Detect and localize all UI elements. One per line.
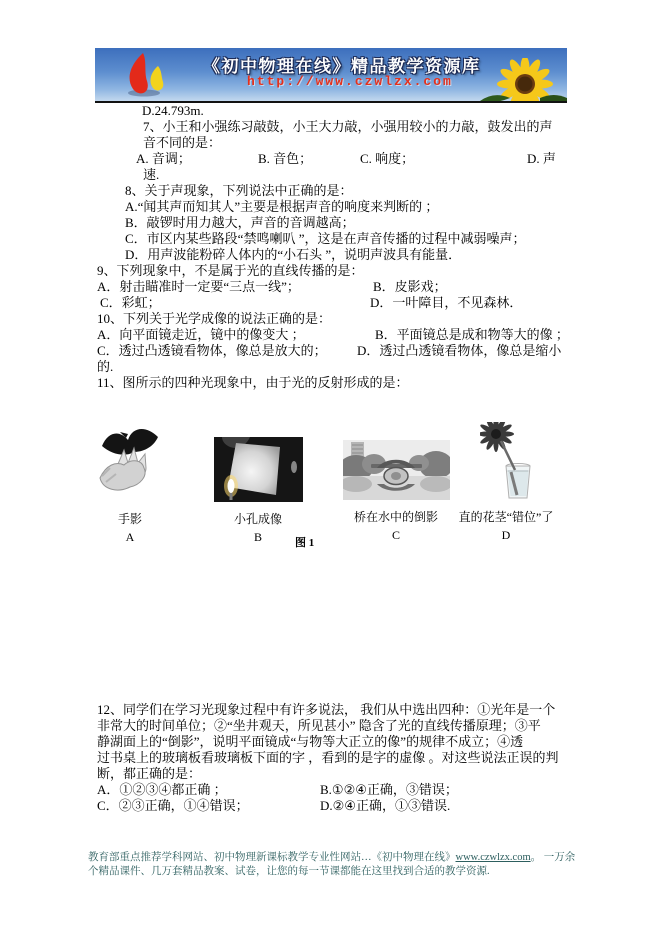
footer-text-pre: 教育部重点推荐学科网站、初中物理新课标教学专业性网站…《初中物理在线》 — [88, 852, 456, 863]
q9-options-row2 — [97, 295, 569, 311]
q9-options-row1 — [97, 279, 569, 295]
q10-option-d-wrap: 的. — [97, 359, 114, 374]
q12-options-row2 — [97, 798, 569, 814]
figure-b-caption: 小孔成像 — [233, 512, 282, 526]
footer-website-link[interactable]: www.czwlzx.com — [455, 852, 531, 863]
q12-option-d: D.②④正确，①③错误. — [320, 798, 451, 813]
banner-title: 《初中物理在线》精品教学资源库 — [203, 57, 481, 76]
q10-option-b: B．平面镜总是成和物等大的像 ； — [375, 327, 569, 342]
figure-group-label: 图 1 — [295, 537, 315, 549]
q10-option-c: C．透过凸透镜看物体，像总是放大的； — [97, 343, 327, 358]
q7-option-d-wrap: 速. — [143, 167, 160, 182]
q12-option-c: C．②③正确，①④错误； — [97, 798, 249, 813]
q12-options-row1 — [97, 782, 569, 798]
q10-option-a: A．向平面镜走近，镜中的像变大 ； — [97, 327, 305, 342]
q8-stem: 8、关于声现象，下列说法中正确的是： — [125, 183, 353, 198]
figure-b-letter: B — [253, 530, 262, 544]
q10-option-d: D．透过凸透镜看物体，像总是缩小 — [357, 343, 562, 358]
q12-option-a: A．①②③④都正确 ； — [97, 782, 227, 797]
q10-options-row2 — [97, 343, 569, 359]
q7-options-row — [97, 151, 569, 167]
q12-option-b: B.①②④正确，③错误； — [320, 782, 458, 797]
q9-option-d: D．一叶障目，不见森林． — [370, 295, 523, 310]
figure-d — [450, 422, 562, 543]
q12-line2: 非常大的时间单位；②“坐井观天，所见甚小” 隐含了光的直线传播原理；③平 — [97, 718, 541, 733]
q9-option-c: C．彩虹； — [100, 295, 161, 310]
figure-a — [90, 418, 170, 545]
banner-url: http://www.czwlzx.com — [247, 74, 453, 89]
figure-c — [340, 440, 452, 543]
q8-option-c: C．市区内某些路段“禁鸣喇叭 ”，这是在声音传播的过程中减弱噪声； — [125, 231, 526, 246]
q7-option-a: A. 音调； — [136, 151, 191, 166]
figure-d-caption: 直的花茎“错位”了 — [458, 510, 554, 524]
figure-c-caption: 桥在水中的倒影 — [353, 510, 438, 524]
q7-stem-line1: 7、小王和小强练习敲鼓，小王大力敲，小强用较小的力敲，鼓发出的声 — [143, 119, 553, 134]
figure-c-letter: C — [391, 528, 400, 542]
pinhole-imaging-image — [214, 437, 303, 502]
q8-option-b: B．敲锣时用力越大，声音的音调越高； — [125, 215, 355, 230]
flame-logo-icon — [113, 51, 175, 99]
footer-text-post: 。 一万余 — [530, 852, 576, 863]
figure-d-letter: D — [501, 528, 511, 542]
q7-stem-line2: 音不同的是： — [143, 135, 222, 150]
q9-stem: 9、下列现象中，不是属于光的直线传播的是： — [97, 263, 364, 278]
sunflower-icon — [480, 58, 567, 101]
footer-line1 — [88, 851, 580, 865]
q12-line5: 断，都正确的是： — [97, 766, 202, 781]
q10-options-row1 — [97, 327, 569, 343]
flower-in-glass-image — [480, 422, 532, 500]
question-text-block — [97, 103, 569, 391]
figure-a-letter: A — [125, 530, 135, 544]
q7-option-c: C. 响度； — [360, 151, 415, 166]
q12-line4: 过书桌上的玻璃板看玻璃板下面的字 ，看到的是字的虚像 。对这些说法正误的判 — [97, 750, 559, 765]
q11-stem: 11、图所示的四种光现象中，由于光的反射形成的是： — [97, 375, 409, 390]
q10-stem: 10、下列关于光学成像的说法正确的是： — [97, 311, 332, 326]
q9-option-b: B．皮影戏； — [373, 279, 447, 294]
q7-option-b: B. 音色； — [258, 151, 313, 166]
q8-option-a: A.“闻其声而知其人”主要是根据声音的响度来判断的 ； — [125, 199, 439, 214]
question-12-block — [97, 702, 569, 814]
q9-option-a: A．射击瞄准时一定要“三点一线”； — [97, 279, 300, 294]
q8-option-d: D．用声波能粉碎人体内的“小石头 ”，说明声波具有能量． — [125, 247, 462, 262]
q12-line1: 12、同学们在学习光现象过程中有许多说法， 我们从中选出四种：①光年是一个 — [97, 702, 556, 717]
footer — [88, 851, 580, 879]
q12-line3: 静湖面上的“倒影”，说明平面镜成“与物等大正立的像”的规律不成立；④透 — [97, 734, 524, 749]
figure-b — [212, 437, 304, 545]
site-banner — [95, 48, 567, 103]
hand-shadow-image — [98, 418, 162, 502]
footer-line2: 个精品课件、几万套精品教案、试卷，让您的每一节课都能在这里找到合适的教学资源. — [88, 866, 490, 877]
q7-option-d: D. 声 — [527, 151, 556, 166]
prev-question-option-d: D.24.793m. — [142, 103, 204, 118]
figure-a-caption: 手影 — [117, 512, 142, 526]
bridge-reflection-image — [343, 440, 450, 500]
